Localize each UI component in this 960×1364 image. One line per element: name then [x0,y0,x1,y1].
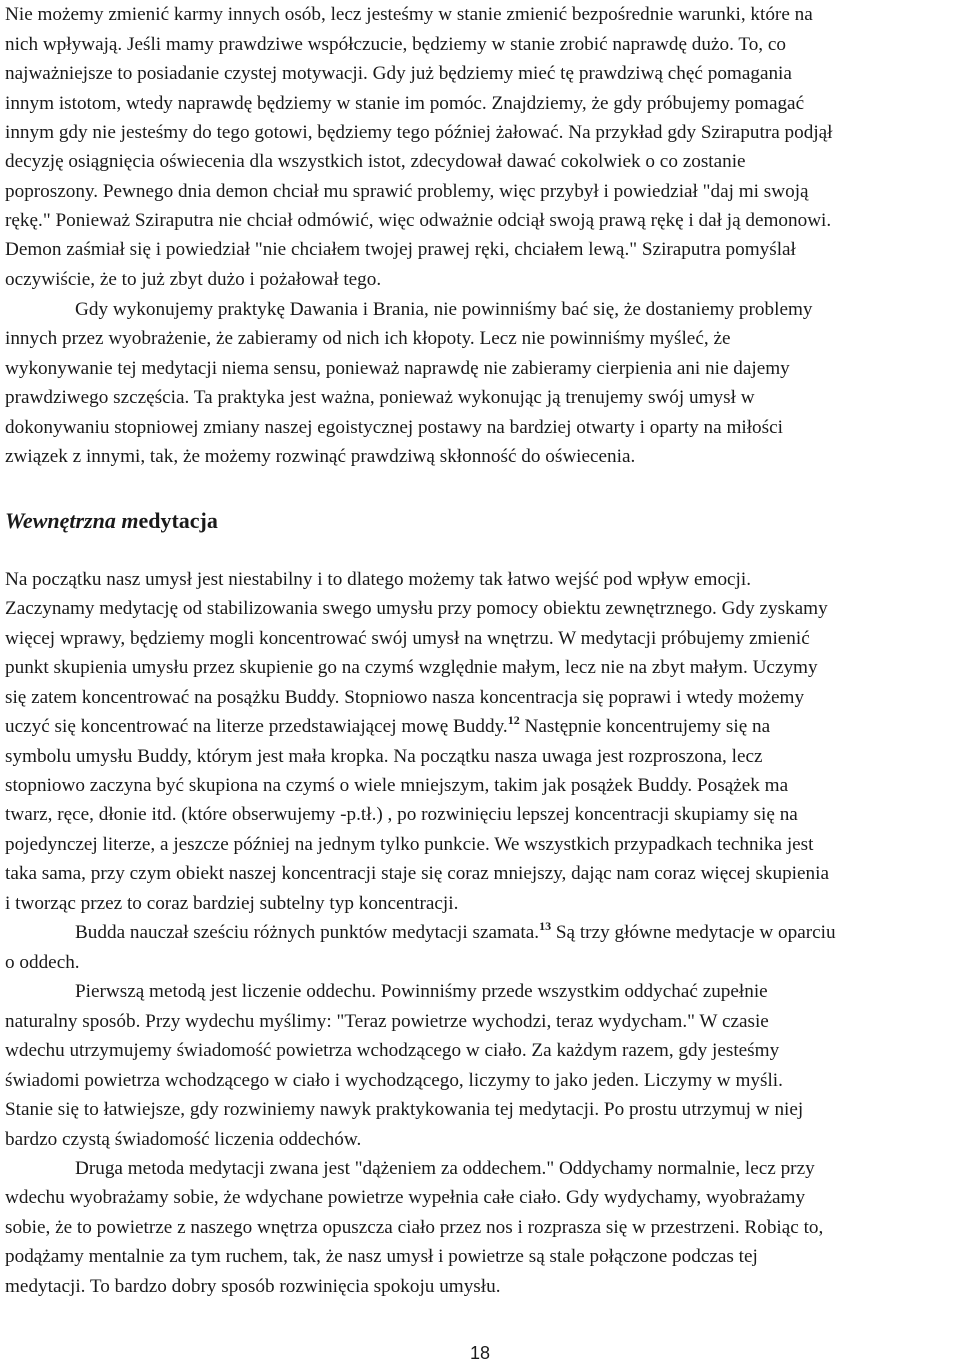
text-line: bardzo czystą świadomość liczenia oddechów. [5,1129,362,1150]
text-line: poproszony. Pewnego dnia demon chciał mu sprawić problemy, więc przybył i powiedział "daj mi swoją [5,181,809,202]
text-segment: Następnie koncentrujemy się na [519,716,771,737]
text-line: symbolu umysłu Buddy, którym jest mała kropka. Na początku nasza uwaga jest rozproszona, lecz [5,746,763,767]
text-line: Na początku nasz umysł jest niestabilny i to dlatego możemy tak łatwo wejść pod wpływ emocji. [5,569,752,590]
section-heading [5,508,218,534]
text-segment: Są trzy główne medytacje w oparciu [551,922,836,943]
text-line: o oddech. [5,952,80,973]
text-line: stopniowo zaczyna być skupiona na czymś o wiele mniejszym, takim jak posążek Buddy. Posążek ma [5,775,789,796]
text-line: Druga metoda medytacji zwana jest "dążeniem za oddechem." Oddychamy normalnie, lecz przy [75,1158,815,1179]
footnote-ref: 12 [507,713,520,727]
text-line: innych przez wyobrażenie, że zabieramy od nich ich kłopoty. Lecz nie powinniśmy myśleć, że [5,328,731,349]
text-line: rękę." Ponieważ Sziraputra nie chciał odmówić, więc odważnie odciął swoją prawą rękę i dał ją demonowi. [5,210,832,231]
text-line: decyzję osiągnięcia oświecenia dla wszystkich istot, zdecydował dawać cokolwiek o co zostanie [5,151,746,172]
text-line: Demon zaśmiał się i powiedział "nie chciałem twojej prawej ręki, chciałem lewą." Sziraputra pomyślał [5,239,796,260]
text-line: medytacji. To bardzo dobry sposób rozwinięcia spokoju umysłu. [5,1276,501,1297]
text-line: się zatem koncentrować na posążku Buddy. Stopniowo nasza koncentracja się poprawi i wtedy możemy [5,687,805,708]
text-line: oczywiście, że to już zbyt dużo i pożałował tego. [5,269,382,290]
heading-part-italic: Wewnętrzna m [5,508,139,533]
text-line: punkt skupienia umysłu przez skupienie go na czymś względnie małym, lecz nie na zbyt małym. Uczymy [5,657,818,678]
text-line: innym istotom, wtedy naprawdę będziemy w stanie im pomóc. Znajdziemy, że gdy próbujemy pomagać [5,93,805,114]
text-line: związek z innymi, tak, że możemy rozwinąć prawdziwą skłonność do oświecenia. [5,446,636,467]
text-line: nich wpływają. Jeśli mamy prawdziwe współczucie, będziemy w stanie zrobić naprawdę dużo. To, co [5,34,786,55]
text-line [75,919,836,943]
text-line: Zaczynamy medytację od stabilizowania swego umysłu przy pomocy obiektu zewnętrznego. Gdy zyskamy [5,598,828,619]
text-line: i tworząc przez to coraz bardziej subtelny typ koncentracji. [5,893,459,914]
text-line: Gdy wykonujemy praktykę Dawania i Brania, nie powinniśmy bać się, że dostaniemy problemy [75,299,813,320]
text-line: Stanie się to łatwiejsze, gdy rozwiniemy nawyk praktykowania tej medytacji. Po prostu utrzymuj w niej [5,1099,804,1120]
text-line: najważniejsze to posiadanie czystej motywacji. Gdy już będziemy mieć tę prawdziwą chęć pomagania [5,63,792,84]
text-line: wdechu utrzymujemy świadomość powietrza wchodzącego w ciało. Za każdym razem, gdy jesteśmy [5,1040,780,1061]
heading-part-regular: edytacja [138,508,218,533]
text-line: pojedynczej literze, a jeszcze później na jednym tylko punkcie. We wszystkich przypadkach technika jest [5,834,814,855]
text-line: sobie, że to powietrze z naszego wnętrza opuszcza ciało przez nos i rozprasza się w przestrzeni. Robiąc to, [5,1217,824,1238]
footnote-ref: 13 [539,919,552,933]
text-line: Pierwszą metodą jest liczenie oddechu. Powinniśmy przede wszystkim oddychać zupełnie [75,981,768,1002]
text-line: wdechu wyobrażamy sobie, że wdychane powietrze wypełnia całe ciało. Gdy wydychamy, wyobrażamy [5,1187,806,1208]
text-line: więcej wprawy, będziemy mogli koncentrować swój umysł na wnętrzu. W medytacji próbujemy zmienić [5,628,810,649]
text-line: Nie możemy zmienić karmy innych osób, lecz jesteśmy w stanie zmienić bezpośrednie warunki, które na [5,4,813,25]
text-segment: Budda nauczał sześciu różnych punktów medytacji szamata. [75,922,540,943]
text-line: dokonywaniu stopniowej zmiany naszej egoistycznej postawy na bardziej otwarty i oparty na miłości [5,417,783,438]
text-line: twarz, ręce, dłonie itd. (które obserwujemy -p.tł.) , po rozwinięciu lepszej koncentracji skupiamy się na [5,804,798,825]
text-line: prawdziwego szczęścia. Ta praktyka jest ważna, ponieważ wykonując ją trenujemy swój umysł w [5,387,755,408]
text-line: innym gdy nie jesteśmy do tego gotowi, będziemy tego później żałować. Na przykład gdy Sziraputra podjął [5,122,833,143]
text-segment: uczyć się koncentrować na literze przedstawiającej mowę Buddy. [5,716,508,737]
page-number: 18 [469,1343,491,1363]
text-line: naturalny sposób. Przy wydechu myślimy: "Teraz powietrze wychodzi, teraz wydycham." W czasie [5,1011,769,1032]
text-line: taka sama, przy czym obiekt naszej koncentracji staje się coraz mniejszy, dając nam coraz więcej skupienia [5,863,829,884]
text-line: wykonywanie tej medytacji niema sensu, ponieważ naprawdę nie zabieramy cierpienia ani nie dajemy [5,358,790,379]
text-line: świadomi powietrza wchodzącego w ciało i wychodzącego, liczymy to jako jeden. Liczymy w myśli. [5,1070,783,1091]
text-line [5,713,771,737]
text-line: podążamy mentalnie za tym ruchem, tak, że nasz umysł i powietrze są stale połączone podczas tej [5,1246,758,1267]
